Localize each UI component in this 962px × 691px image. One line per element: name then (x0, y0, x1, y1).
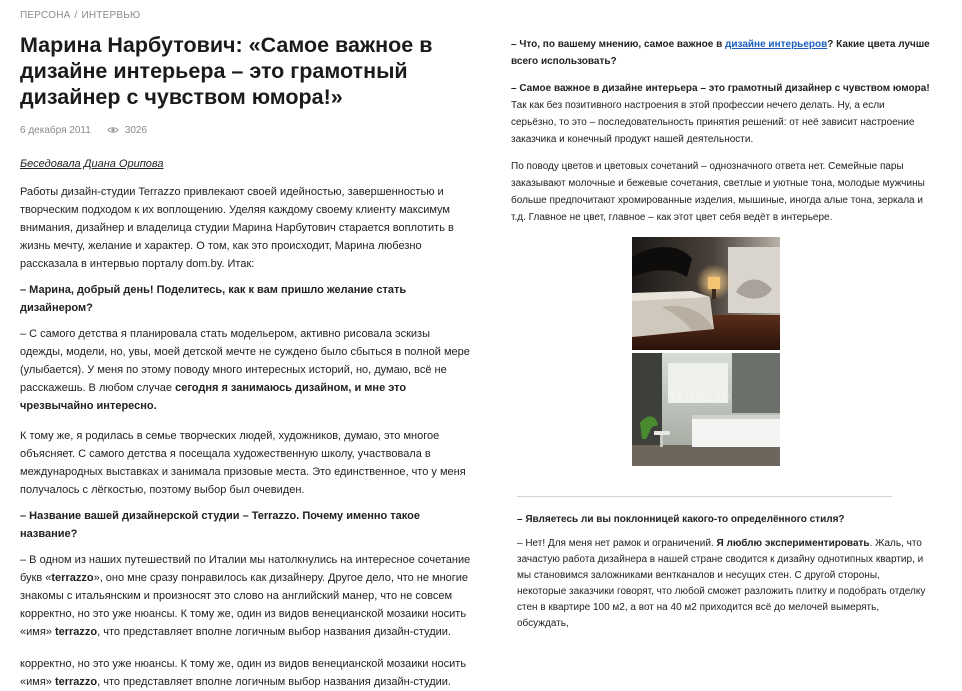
article-column-right (511, 36, 931, 629)
duplicate-text-2: , что представляет вполне логичным выбор названия дизайн-студии. (97, 676, 451, 688)
question-2-text: – Название вашей дизайнерской студии – Terrazzo. Почему именно такое название? (20, 510, 420, 540)
answer-1-paragraph-1 (20, 325, 475, 415)
question-3 (511, 36, 931, 70)
answer-3-paragraph-1 (511, 80, 931, 148)
question-1 (20, 281, 475, 317)
interior-design-link[interactable]: дизайне интерьеров (725, 39, 828, 50)
breadcrumb-category-link[interactable]: ИНТЕРВЬЮ (81, 10, 141, 21)
question-1-text: – Марина, добрый день! Поделитесь, как к вам пришло желание стать дизайнером? (20, 284, 407, 314)
answer-1-paragraph-2: К тому же, я родилась в семье творческих людей, художников, думаю, это многое объясняет. С самого детства я посещала художественную школу, участвовала в международных выставках и занимала призовые места. Это единственное, что у меня получалось с лёгкостью, поэтому выбор был очевиден. (20, 430, 466, 496)
answer-4-paragraph (517, 536, 927, 632)
answer-4-bold: Я люблю экспериментировать (716, 538, 870, 549)
question-3-text-2: ? Какие цвета лучше всего использовать? (511, 39, 930, 67)
kitchen-photo[interactable] (632, 353, 780, 466)
answer-2-paragraph (20, 551, 475, 641)
answer-2-bold-2: terrazzo (54, 626, 98, 638)
byline: Беседовала Диана Орипова (20, 158, 164, 170)
answer-2-text-1: – В одном из наших путешествий по Италии мы натолкнулись на интересное сочетание букв « (20, 554, 471, 584)
article-meta (20, 124, 475, 136)
question-3-text-1: – Что, по вашему мнению, самое важное в (511, 39, 725, 50)
eye-icon (107, 126, 119, 134)
answer-4-text-2: . Жаль, что зачастую работа дизайнера в нашей стране сводится к дизайну однотипных квартир, и мы становимся заложниками вентканалов и несущих стен. С другой стороны, некоторые заказчики говорят, что любой сможет разложить плитку и подобрать отделку стен в квартире 100 м2, а вот на 40 м2 приходится всё до мелочей вымерять, обсуждать, (517, 538, 926, 629)
watermark-text: terrazzo (670, 388, 732, 405)
article-title: Марина Нарбутович: «Самое важное в дизайне интерьера – это грамотный дизайнер с чувством юмора!» (20, 33, 433, 109)
answer-2-duplicate (20, 655, 475, 691)
answer-3-bold: – Самое важное в дизайне интерьера – это грамотный дизайнер с чувством юмора! (511, 83, 930, 94)
question-2 (20, 507, 475, 543)
bedroom-photo[interactable] (632, 237, 780, 350)
answer-2-text-3: , что представляет вполне логичным выбор названия дизайн-студии. (97, 626, 451, 638)
view-count: 3026 (124, 124, 148, 136)
answer-1-bold: сегодня я занимаюсь дизайном, и мне это чрезвычайно интересно. (20, 382, 407, 412)
question-4 (517, 512, 927, 528)
article-column (20, 10, 475, 691)
lower-right-block (517, 512, 927, 632)
answer-2-bold-1: terrazzo (51, 572, 94, 584)
answer-2-text-2: », оно мне сразу понравилось как дизайнеру. Другое дело, что не многие знакомы с итальянским и произносят это слово на английский манер, что не совсем корректно, но это уже нюансы. К тому же, один из видов венецианской мозаики носить «имя» (20, 572, 469, 638)
intro-paragraph: Работы дизайн-студии Terrazzo привлекают своей идейностью, завершенностью и творческим подходом к их воплощению. Уделяя каждому своему клиенту максимум внимания, дизайнер и владелица студии Марина Нарбутович старается воплотить в жизнь мечту, желание и характер. О том, как это происходит, Марина любезно рассказала в интервью порталу dom.by. Итак: (20, 186, 454, 270)
publish-date: 6 декабря 2011 (20, 124, 91, 136)
photo-stack (632, 237, 780, 466)
breadcrumb (20, 10, 475, 26)
answer-3-paragraph-2: По поводу цветов и цветовых сочетаний – однозначного ответа нет. Семейные пары заказывают молочные и бежевые сочетания, светлые и уютные тона, молодые мужчины больше предпочитают хромированные изделия, мышиные, иногда алые тона, зеркала и т.д. Главное не цвет, главное – как этот цвет себя ведёт в интерьере. (511, 161, 925, 223)
answer-3-text: Так как без позитивного настроения в этой профессии нечего делать. Ну, а если серьёзно, то это – последовательность принятия решений: от неё зависит настроение заказчика и конечный продукт нашей деятельности. (511, 100, 915, 145)
breadcrumb-separator: / (74, 10, 78, 21)
duplicate-bold: terrazzo (54, 676, 98, 688)
duplicate-text-1: корректно, но это уже нюансы. К тому же, один из видов венецианской мозаики носить «имя» (20, 658, 467, 688)
question-4-text: – Являетесь ли вы поклонницей какого-то определённого стиля? (517, 514, 845, 525)
breadcrumb-section-link[interactable]: ПЕРСОНА (20, 10, 71, 21)
answer-4-text-1: – Нет! Для меня нет рамок и ограничений. (517, 538, 717, 549)
section-divider (517, 496, 892, 497)
answer-1-text: – С самого детства я планировала стать модельером, активно рисовала эскизы одежды, модели, но, увы, моей детской мечте не суждено было сбыться в полной мере (улыбается). У меня по этому поводу много интересных историй, но, думаю, всё не расскажешь. В любом случае (20, 328, 470, 394)
